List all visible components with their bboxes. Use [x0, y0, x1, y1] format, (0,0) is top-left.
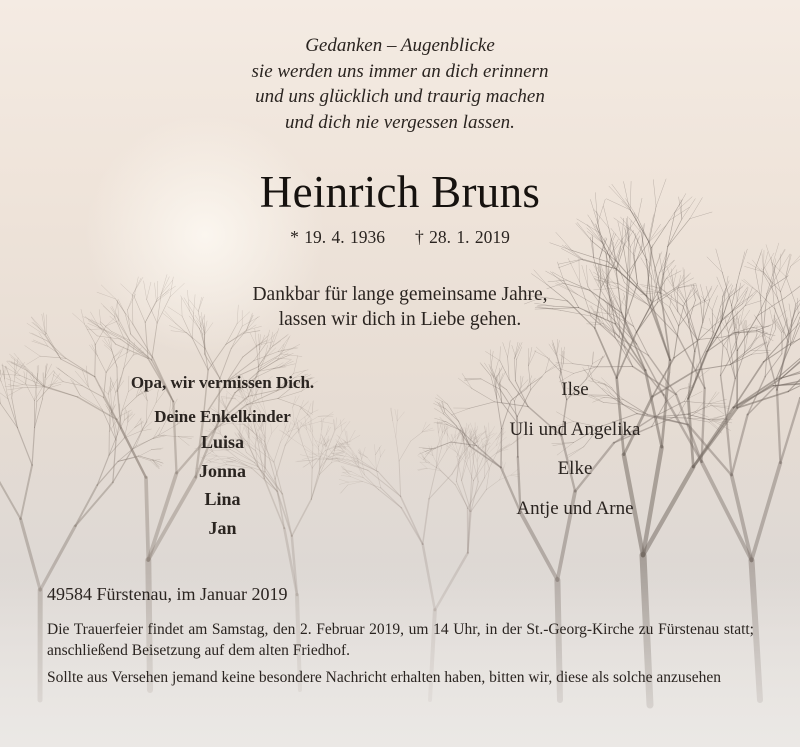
poem-line: sie werden uns immer an dich erinnern [251, 60, 549, 82]
birth-date: * 19. 4. 1936 [290, 227, 385, 247]
grandchildren-block [90, 371, 355, 542]
deceased-name: Heinrich Bruns [259, 167, 541, 217]
family-member: Uli und Angelika [509, 418, 641, 440]
grandchild-name: Lina [204, 489, 241, 509]
poem-line: und uns glücklich und traurig machen [255, 86, 545, 107]
notification-note: Sollte aus Versehen jemand keine besondere Nachricht erhalten haben, bitten wir, diese als solche anzusehen [47, 669, 721, 686]
family-member: Elke [557, 458, 593, 479]
grandchild-name: Jonna [198, 460, 247, 481]
poem [0, 33, 800, 135]
family-member: Antje und Arne [516, 497, 634, 519]
grandchild-name: Jan [208, 517, 237, 538]
thanks-line: Dankbar für lange gemeinsame Jahre, [252, 284, 548, 305]
grandchild-name: Luisa [200, 432, 245, 452]
thanks-line: lassen wir dich in Liebe gehen. [278, 309, 522, 330]
family-member: Ilse [561, 379, 589, 400]
grandchildren-heading: Opa, wir vermissen Dich. [130, 373, 315, 392]
thanks-text [0, 282, 800, 332]
funeral-info: Die Trauerfeier findet am Samstag, den 2. Februar 2019, um 14 Uhr, in der St.-Georg-Kirche zu Fürstenau statt; anschließend Beisetzung auf dem alten Friedhof. [47, 621, 754, 659]
grandchildren-subheading: Deine Enkelkinder [154, 407, 291, 426]
life-dates [0, 226, 800, 248]
place-date: 49584 Fürstenau, im Januar 2019 [47, 584, 288, 604]
family-block [440, 370, 710, 528]
poem-line: und dich nie vergessen lassen. [285, 111, 515, 133]
death-date: † 28. 1. 2019 [415, 227, 510, 247]
poem-line: Gedanken – Augenblicke [305, 35, 495, 56]
